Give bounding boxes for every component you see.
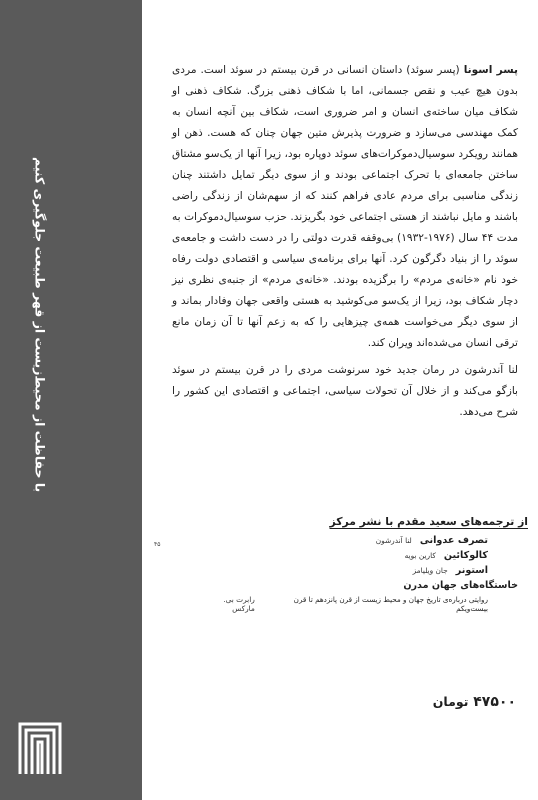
price-label [433, 694, 516, 710]
related-book: کالوکائین کارین بویه [404, 550, 488, 561]
sidebar-slogan: با حفاظت از محیط‌زیست از قهر طبیعت جلوگیری کنیم [32, 157, 48, 493]
price-amount: ۴۷۵۰۰ [473, 694, 516, 710]
margin-mark: ۴۵ [154, 541, 161, 548]
related-book: تصرف عدوانی لنا آندرشون [375, 535, 488, 546]
related-translations-title: از ترجمه‌های سعید مقدم با نشر مرکز [329, 515, 528, 528]
description-paragraph-1: پسر اسونا (پسر سوئد) داستان انسانی در قرن بیستم در سوئد است. مردی بدون هیچ عیب و نقص جسمانی، اما با شکاف ذهنی بزرگ. شکاف ذهنی او شکاف میان ساخته‌ی انسان و امر ضروری است، شکاف بین آنچه انسان به کمک مهندسی می‌سازد و ضرورت پذیرش متین جهان چنان که هست. ذهن او همانند رویکرد سوسیال‌دموکرات‌های سوئد دوپاره بود، زیرا آنها از یک‌سو مشتاق ساختن جامعه‌ای با تحرک اجتماعی بودند و از سوی دیگر تمایل داشتند چنان زندگی مناسبی برای مردم عادی فراهم کنند که از سهم‌شان از زندگی راضی باشند و مایل نباشند از هستی اجتماعی خود بگریزند. حزب سوسیال‌دموکرات به مدت ۴۴ سال (۱۹۷۶-۱۹۳۲) بی‌وقفه قدرت دولتی را در دست داشت و جامعه‌ی سوئد را از بنیاد دگرگون کرد. آنها برای برنامه‌ی سیاسی و اقتصادی دولت رفاه خود نام «خانه‌ی مردم» را برگزیده بودند. «خانه‌ی مردم» از جنبه‌ی نظری نیز دچار شکاف بود، زیرا از یک‌سو می‌کوشید به هستی واقعی جهان وفادار بماند و از سوی دیگر می‌خواست همه‌ی چیزهایی را که به زعم آنها تا آن زمان مانع ترقی انسان می‌شده‌اند ویران کند. [172, 64, 519, 349]
related-book-subtitle: روایتی درباره‌ی تاریخ جهان و محیط زیست از قرن پانزدهم تا قرن بیست‌ویکم رابرت بی. مارکس [223, 595, 488, 613]
description-paragraph-2: لنا آندرشون در رمان جدید خود سرنوشت مردی را در قرن بیستم در سوئد بازگو می‌کند و از خلال آن تحولات سیاسی، اجتماعی و اقتصادی این کشور را شرح می‌دهد. [172, 364, 518, 418]
book-description [172, 60, 518, 423]
publisher-logo-icon [18, 722, 62, 776]
price-unit: تومان [432, 694, 469, 709]
related-translations [200, 515, 528, 613]
cover-sidebar [0, 0, 142, 800]
related-book: خاستگاه‌های جهان مدرن [403, 580, 518, 591]
book-title: پسر اسونا [463, 64, 519, 76]
related-book: استونر جان ویلیامز [412, 565, 488, 576]
